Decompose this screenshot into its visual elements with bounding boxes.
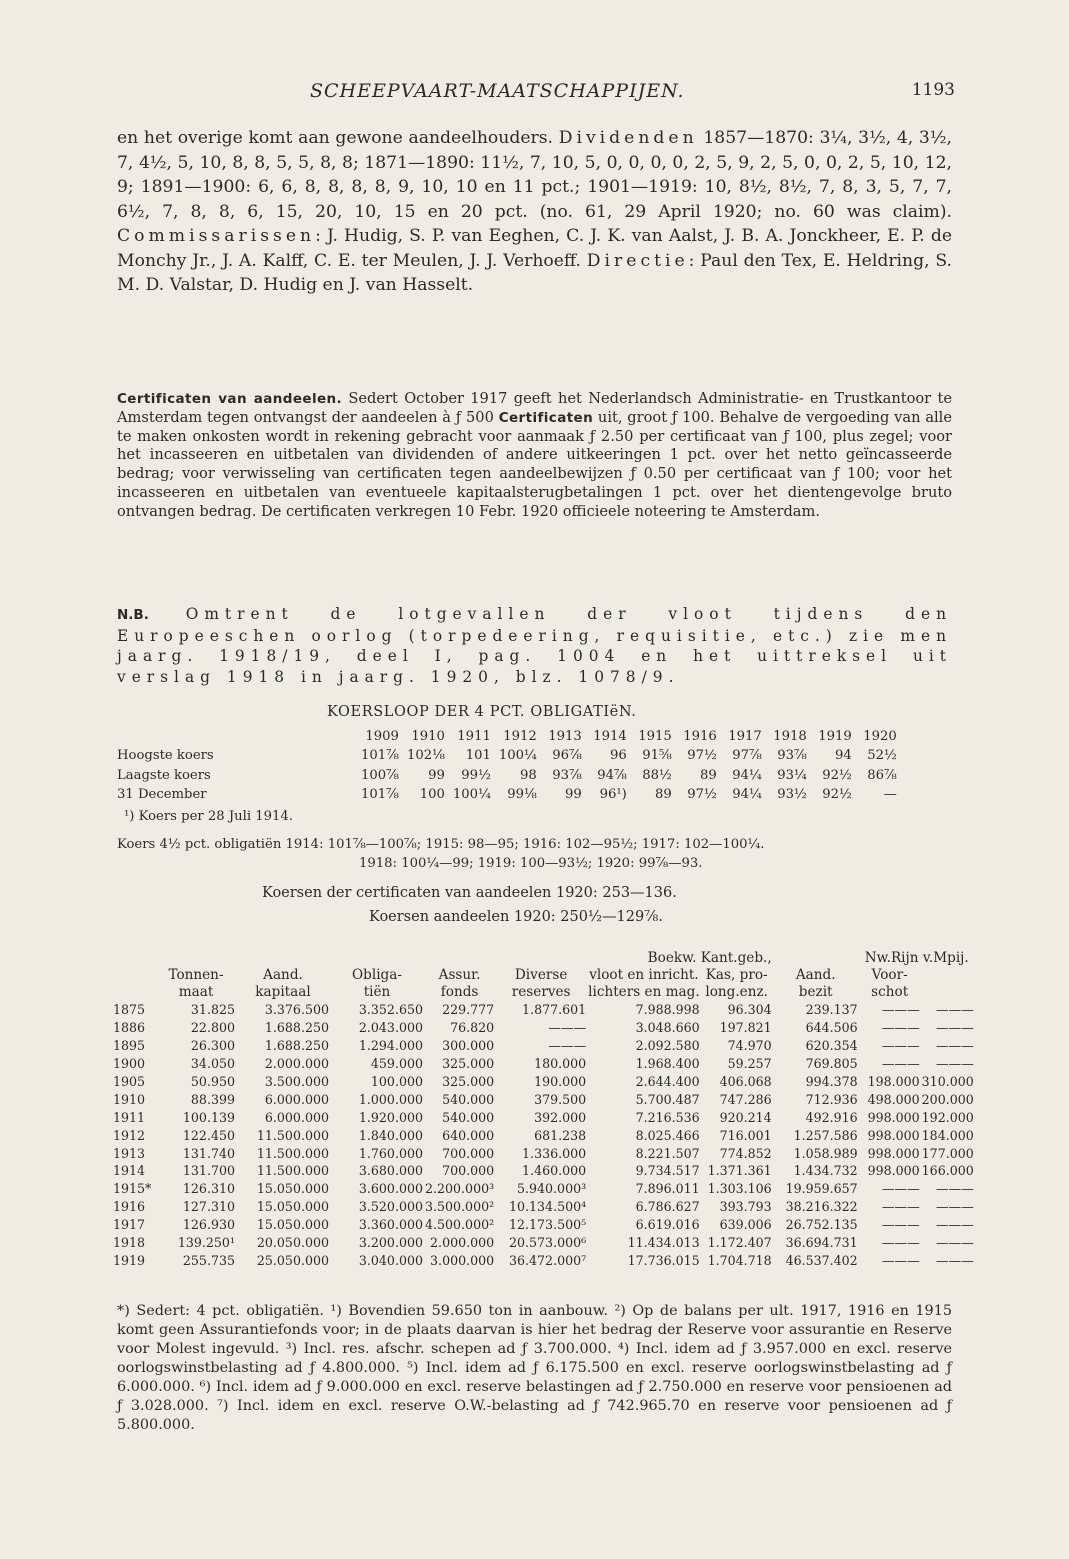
balans-header-row bbox=[112, 950, 975, 967]
value-cell: 20.050.000 bbox=[256, 1235, 329, 1251]
value-cell: 920.214 bbox=[719, 1109, 772, 1125]
balans-table bbox=[112, 950, 975, 1269]
value-cell: 1.704.718 bbox=[707, 1252, 772, 1268]
koers-value: 94¼ bbox=[732, 787, 762, 803]
value-cell: 184.000 bbox=[921, 1127, 974, 1143]
column-header: fonds bbox=[440, 984, 479, 1000]
value-cell: 1.460.000 bbox=[522, 1163, 587, 1179]
value-cell: 11.434.013 bbox=[627, 1235, 700, 1251]
balans-row bbox=[112, 1251, 975, 1269]
value-cell: 994.378 bbox=[805, 1074, 858, 1089]
koers-value: 100¼ bbox=[452, 787, 491, 803]
year-header: 1916 bbox=[683, 729, 717, 745]
value-cell: 3.600.000 bbox=[358, 1181, 423, 1197]
column-header: reserves bbox=[511, 984, 571, 1000]
commissarissen-label: Commissarissen bbox=[117, 226, 316, 246]
column-header: kapitaal bbox=[255, 984, 311, 1000]
balans-row bbox=[112, 1055, 975, 1073]
balans-row bbox=[112, 1090, 975, 1108]
koers-value: 96⅞ bbox=[552, 748, 582, 764]
value-cell: 1.336.000 bbox=[522, 1145, 587, 1161]
koersloop-row bbox=[117, 785, 901, 804]
value-cell: 3.048.660 bbox=[635, 1020, 700, 1036]
value-cell: 7.896.011 bbox=[635, 1181, 700, 1197]
koers-value: 98 bbox=[520, 767, 537, 783]
value-cell: 3.200.000 bbox=[358, 1235, 423, 1251]
value-cell: 166.000 bbox=[921, 1163, 974, 1179]
value-cell: 34.050 bbox=[190, 1056, 235, 1072]
value-cell: 139.250¹ bbox=[177, 1235, 235, 1251]
value-cell: 8.221.507 bbox=[635, 1145, 700, 1161]
value-cell: 255.735 bbox=[182, 1252, 235, 1268]
value-cell: 716.001 bbox=[719, 1127, 772, 1143]
value-cell: 3.376.500 bbox=[264, 1002, 329, 1018]
intro-paragraph bbox=[117, 126, 952, 298]
value-cell: 74.970 bbox=[727, 1038, 772, 1054]
column-header: Diverse bbox=[514, 967, 568, 983]
value-cell: 774.852 bbox=[719, 1145, 772, 1161]
koers-value: 96 bbox=[610, 748, 627, 764]
value-cell: 198.000 bbox=[867, 1074, 920, 1089]
year-cell: 1918 bbox=[113, 1235, 146, 1251]
koers-value: 88½ bbox=[642, 767, 672, 783]
value-cell: 998.000 bbox=[867, 1163, 920, 1179]
value-cell: 3.360.000 bbox=[358, 1217, 423, 1233]
value-cell: 177.000 bbox=[921, 1145, 974, 1161]
year-header: 1911 bbox=[457, 729, 491, 745]
value-cell: 96.304 bbox=[727, 1002, 772, 1018]
koers-value: 99 bbox=[565, 787, 582, 803]
certificaten-paragraph bbox=[117, 390, 952, 522]
value-cell: ——— bbox=[935, 1038, 974, 1054]
value-cell: ——— bbox=[881, 1056, 920, 1072]
value-cell: 1.760.000 bbox=[358, 1145, 423, 1161]
koers-value: 101⅞ bbox=[361, 787, 399, 803]
year-header: 1914 bbox=[593, 729, 627, 745]
value-cell: 712.936 bbox=[805, 1091, 858, 1107]
column-header: Nw.Rijn v.Mpij. bbox=[864, 950, 969, 966]
column-header: Voor- bbox=[871, 967, 908, 983]
value-cell: 1.371.361 bbox=[707, 1163, 772, 1179]
koersloop-year-row bbox=[117, 727, 901, 746]
koers-value: 89 bbox=[700, 767, 717, 783]
value-cell: 22.800 bbox=[190, 1020, 235, 1036]
year-header: 1909 bbox=[365, 729, 399, 745]
value-cell: 11.500.000 bbox=[256, 1163, 329, 1179]
column-header: Kas, pro- bbox=[705, 967, 768, 983]
koers-value: 52½ bbox=[867, 748, 897, 764]
value-cell: 200.000 bbox=[921, 1091, 974, 1107]
value-cell: 8.025.466 bbox=[635, 1127, 700, 1143]
value-cell: 36.694.731 bbox=[785, 1235, 858, 1251]
value-cell: 681.238 bbox=[534, 1127, 587, 1143]
koers-value: 102⅛ bbox=[406, 748, 445, 764]
value-cell: 126.930 bbox=[182, 1217, 235, 1233]
value-cell: 1.294.000 bbox=[358, 1038, 423, 1054]
year-cell: 1875 bbox=[113, 1002, 146, 1018]
koers-value: 91⅝ bbox=[642, 748, 672, 764]
value-cell: 127.310 bbox=[182, 1199, 235, 1215]
certificaten-text-1: Sedert October 1917 geeft het Nederlandsch Administratie- en Trustkantoor te Amsterdam tegen ontvangst der aandeelen à ƒ 500 bbox=[117, 390, 952, 426]
directie-label: Directie bbox=[586, 250, 689, 271]
column-header bbox=[156, 950, 236, 967]
page-number: 1193 bbox=[911, 80, 955, 100]
koers-line-1: Koers 4½ pct. obligatiën 1914: 101⅞—100⅞; 1915: 98—95; 1916: 102—95½; 1917: 102—100¼. bbox=[117, 837, 765, 852]
koers-value: 101 bbox=[465, 748, 491, 764]
value-cell: ——— bbox=[548, 1020, 587, 1036]
year-header: 1910 bbox=[411, 729, 445, 745]
value-cell: ——— bbox=[881, 1038, 920, 1054]
column-header bbox=[112, 950, 156, 967]
value-cell: ——— bbox=[935, 1002, 974, 1018]
value-cell: 190.000 bbox=[534, 1074, 587, 1089]
balans-row bbox=[112, 1180, 975, 1198]
balans-row bbox=[112, 1019, 975, 1037]
value-cell: 498.000 bbox=[867, 1091, 920, 1107]
value-cell: 1.303.106 bbox=[707, 1181, 772, 1197]
value-cell: 640.000 bbox=[442, 1127, 495, 1143]
value-cell: 15.050.000 bbox=[256, 1199, 329, 1215]
year-cell: 1915* bbox=[113, 1181, 152, 1197]
value-cell: 1.877.601 bbox=[522, 1002, 587, 1018]
value-cell: 15.050.000 bbox=[256, 1181, 329, 1197]
value-cell: 131.700 bbox=[182, 1163, 235, 1179]
value-cell: ——— bbox=[548, 1038, 587, 1054]
value-cell: 6.786.627 bbox=[635, 1199, 700, 1215]
value-cell: 192.000 bbox=[921, 1109, 974, 1125]
koersloop-row bbox=[117, 766, 901, 785]
balans-row bbox=[112, 1162, 975, 1180]
year-cell: 1914 bbox=[113, 1163, 146, 1179]
directie-text: : Paul den Tex, E. Heldring, S. M. D. Valstar, D. Hudig en J. van Hasselt. bbox=[117, 250, 953, 295]
intro-lead: en het overige komt aan gewone aandeelhouders. bbox=[117, 128, 559, 148]
nb-text: Omtrent de lotgevallen der vloot tijdens den Europeeschen oorlog (torpedeering, requisitie, etc.) zie men jaarg. 1918/19, deel I, pag. 1004 en het uittreksel uit verslag 1918 in jaarg. 1920, blz. 1078/9. bbox=[117, 605, 952, 686]
value-cell: 2.043.000 bbox=[358, 1020, 423, 1036]
year-header: 1918 bbox=[773, 729, 807, 745]
column-header: lichters en mag. bbox=[588, 984, 700, 1000]
value-cell: ——— bbox=[935, 1020, 974, 1036]
row-label: Hoogste koers bbox=[117, 748, 214, 764]
column-header: Aand. bbox=[795, 967, 836, 983]
value-cell: 36.472.000⁷ bbox=[509, 1252, 587, 1268]
balans-row bbox=[112, 1234, 975, 1252]
column-header: Tonnen- bbox=[168, 967, 224, 983]
value-cell: 7.216.536 bbox=[635, 1109, 700, 1125]
year-cell: 1917 bbox=[113, 1217, 146, 1233]
value-cell: 131.740 bbox=[182, 1145, 235, 1161]
value-cell: 88.399 bbox=[190, 1091, 235, 1107]
value-cell: 406.068 bbox=[719, 1074, 772, 1089]
value-cell: 1.434.732 bbox=[793, 1163, 858, 1179]
value-cell: 197.821 bbox=[719, 1020, 772, 1036]
koers-value: 96¹) bbox=[599, 787, 627, 803]
koers-obligaties bbox=[117, 835, 952, 873]
value-cell: 25.050.000 bbox=[256, 1252, 329, 1268]
nb-label: N.B. bbox=[117, 607, 149, 623]
year-header: 1920 bbox=[863, 729, 897, 745]
value-cell: 11.500.000 bbox=[256, 1145, 329, 1161]
year-cell: 1895 bbox=[113, 1038, 146, 1054]
koers-value: 97½ bbox=[687, 787, 717, 803]
value-cell: 3.500.000 bbox=[264, 1074, 329, 1089]
value-cell: 310.000 bbox=[921, 1074, 974, 1089]
value-cell: ——— bbox=[935, 1056, 974, 1072]
koers-value: 94¼ bbox=[732, 767, 762, 783]
value-cell: ——— bbox=[881, 1002, 920, 1018]
koers-value: 93⅞ bbox=[777, 748, 807, 764]
year-header: 1912 bbox=[503, 729, 537, 745]
value-cell: 300.000 bbox=[442, 1038, 495, 1054]
value-cell: 5.940.000³ bbox=[517, 1181, 587, 1197]
value-cell: 998.000 bbox=[867, 1145, 920, 1161]
certificaten-text-2: uit, groot ƒ 100. Behalve de vergoeding van alle te maken onkosten wordt in rekening gebracht voor aanmaak ƒ 2.50 per certificaat van ƒ 100, plus zegel; voor het incasseeren en uitbetalen van dividenden of andere uitkeeringen 1 pct. over het netto geïncasseerde bedrag; voor verwisseling van certificaten tegen aandeelbewijzen ƒ 0.50 per certificaat van ƒ 100; voor het incasseeren en uitbetalen van eventueele kapitaalsterugbetalingen 1 pct. over het dientengevolge bruto ontvangen bedrag. De certificaten verkregen 10 Febr. 1920 officieele noteering te Amsterdam. bbox=[117, 408, 952, 520]
value-cell: 46.537.402 bbox=[785, 1252, 858, 1268]
column-header: maat bbox=[178, 984, 214, 1000]
koers-value: 99⅛ bbox=[507, 787, 537, 803]
column-header: bezit bbox=[798, 984, 833, 1000]
value-cell: 325.000 bbox=[442, 1056, 495, 1072]
year-header: 1917 bbox=[728, 729, 762, 745]
balans-row bbox=[112, 1144, 975, 1162]
balans-row bbox=[112, 1216, 975, 1234]
value-cell: 17.736.015 bbox=[627, 1252, 700, 1268]
column-header: Obliga- bbox=[352, 967, 402, 983]
value-cell: 540.000 bbox=[442, 1091, 495, 1107]
nb-paragraph bbox=[117, 604, 952, 687]
running-header bbox=[310, 80, 955, 110]
value-cell: 1.172.407 bbox=[707, 1235, 772, 1251]
year-cell: 1911 bbox=[113, 1109, 146, 1125]
balans-row bbox=[112, 1037, 975, 1055]
value-cell: ——— bbox=[881, 1235, 920, 1251]
value-cell: 1.920.000 bbox=[358, 1109, 423, 1125]
row-label: 31 December bbox=[117, 787, 207, 803]
value-cell: 2.200.000³ bbox=[425, 1181, 495, 1197]
value-cell: 1.257.586 bbox=[793, 1127, 858, 1143]
koers-value: 99½ bbox=[461, 767, 491, 783]
balans-row bbox=[112, 1073, 975, 1091]
value-cell: ——— bbox=[881, 1020, 920, 1036]
year-cell: 1919 bbox=[113, 1252, 146, 1268]
balans-row bbox=[112, 1126, 975, 1144]
value-cell: 998.000 bbox=[867, 1127, 920, 1143]
value-cell: 31.825 bbox=[190, 1002, 235, 1018]
value-cell: 392.000 bbox=[534, 1109, 587, 1125]
value-cell: ——— bbox=[935, 1199, 974, 1215]
column-header bbox=[330, 950, 424, 967]
column-header bbox=[424, 950, 495, 967]
column-header: Aand. bbox=[263, 967, 303, 983]
column-header bbox=[112, 967, 156, 984]
value-cell: 6.000.000 bbox=[264, 1109, 329, 1125]
value-cell: 540.000 bbox=[442, 1109, 495, 1125]
value-cell: 700.000 bbox=[442, 1163, 495, 1179]
balans-header-row bbox=[112, 984, 975, 1001]
column-header: schot bbox=[871, 984, 909, 1000]
value-cell: 1.000.000 bbox=[358, 1091, 423, 1107]
certificaten-bold: Certificaten bbox=[498, 409, 594, 426]
value-cell: 180.000 bbox=[534, 1056, 587, 1072]
koers-value: 97½ bbox=[687, 748, 717, 764]
year-header: 1919 bbox=[818, 729, 852, 745]
value-cell: ——— bbox=[881, 1181, 920, 1197]
value-cell: 20.573.000⁶ bbox=[509, 1235, 587, 1251]
header-title: SCHEEPVAART-MAATSCHAPPIJEN. bbox=[310, 80, 685, 102]
value-cell: 126.310 bbox=[182, 1181, 235, 1197]
value-cell: 26.752.135 bbox=[785, 1217, 858, 1233]
year-cell: 1900 bbox=[113, 1056, 146, 1072]
value-cell: 7.988.998 bbox=[635, 1002, 700, 1018]
koers-value: 100 bbox=[419, 787, 445, 803]
commissarissen-text: : J. Hudig, S. P. van Eeghen, C. J. K. van Aalst, J. B. A. Jonckheer, E. P. de Monchy Jr., J. A. Kalff, C. E. ter Meulen, J. J. Verhoeff. bbox=[117, 226, 952, 271]
value-cell: 1.968.400 bbox=[635, 1056, 700, 1072]
koers-value: 94 bbox=[835, 748, 852, 764]
koers-value: 99 bbox=[428, 767, 445, 783]
value-cell: 10.134.500⁴ bbox=[509, 1199, 587, 1215]
value-cell: 1.058.989 bbox=[793, 1145, 858, 1161]
koersloop-table bbox=[117, 727, 901, 804]
value-cell: ——— bbox=[881, 1252, 920, 1268]
koers-value: 100¼ bbox=[498, 748, 537, 764]
value-cell: 3.040.000 bbox=[358, 1252, 423, 1268]
koers-value: 89 bbox=[655, 787, 672, 803]
value-cell: 1.840.000 bbox=[358, 1127, 423, 1143]
value-cell: 2.000.000 bbox=[264, 1056, 329, 1072]
value-cell: 9.734.517 bbox=[635, 1163, 700, 1179]
value-cell: 50.950 bbox=[190, 1074, 235, 1089]
koersloop-title: KOERSLOOP DER 4 PCT. OBLIGATIëN. bbox=[327, 704, 637, 720]
value-cell: 4.500.000² bbox=[425, 1217, 495, 1233]
value-cell: 5.700.487 bbox=[635, 1091, 700, 1107]
dividenden-label: Dividenden bbox=[558, 128, 698, 148]
value-cell: 6.619.016 bbox=[635, 1217, 700, 1233]
value-cell: 76.820 bbox=[450, 1020, 495, 1036]
value-cell: 393.793 bbox=[719, 1199, 772, 1215]
value-cell: 11.500.000 bbox=[256, 1127, 329, 1143]
koers-value: 93⅞ bbox=[552, 767, 582, 783]
value-cell: 459.000 bbox=[370, 1056, 423, 1072]
column-header: long.enz. bbox=[705, 984, 768, 1000]
value-cell: 15.050.000 bbox=[256, 1217, 329, 1233]
value-cell: 3.520.000 bbox=[358, 1199, 423, 1215]
value-cell: 639.006 bbox=[719, 1217, 772, 1233]
value-cell: ——— bbox=[881, 1217, 920, 1233]
column-header bbox=[773, 950, 859, 967]
value-cell: ——— bbox=[935, 1217, 974, 1233]
blank-cell bbox=[117, 727, 357, 746]
certificaten-heading: Certificaten van aandeelen. bbox=[117, 391, 343, 407]
year-header: 1915 bbox=[638, 729, 672, 745]
value-cell: 700.000 bbox=[442, 1145, 495, 1161]
year-header: 1913 bbox=[548, 729, 582, 745]
column-header: Assur. bbox=[438, 967, 481, 983]
koers-value: 93¼ bbox=[777, 767, 807, 783]
column-header bbox=[495, 950, 587, 967]
value-cell: ——— bbox=[935, 1252, 974, 1268]
value-cell: 59.257 bbox=[727, 1056, 772, 1072]
koers-value: 92½ bbox=[822, 787, 852, 803]
year-cell: 1886 bbox=[113, 1020, 146, 1036]
year-cell: 1912 bbox=[113, 1127, 146, 1143]
column-header: vloot en inricht. bbox=[589, 967, 699, 983]
balans-row bbox=[112, 1198, 975, 1216]
value-cell: 644.506 bbox=[805, 1020, 858, 1036]
koers-value: 97⅞ bbox=[732, 748, 762, 764]
value-cell: ——— bbox=[935, 1181, 974, 1197]
value-cell: 379.500 bbox=[534, 1091, 587, 1107]
dividenden-text: 1857—1870: 3¼, 3½, 4, 3½, 7, 4½, 5, 10, 8, 8, 5, 5, 8, 8; 1871—1890: 11½, 7, 10, 5, 0, 0, 0, 0, 2, 5, 9, 2, 5, 0, 0, 2, 5, 10, 12, 9; 1891—1900: 6, 6, 8, 8, 8, 8, 9, 10, 10 en 11 pct.; 1901—1919: 10, 8½, 8½, 7, 8, 3, 5, 7, 7, 6½, 7, 8, 8, 6, 15, 20, 10, 15 en 20 pct. (no. 61, 29 April 1920; no. 60 was claim). bbox=[117, 128, 952, 222]
koers-value: 93½ bbox=[777, 787, 807, 803]
value-cell: 3.352.650 bbox=[358, 1002, 423, 1018]
koers-value: 101⅞ bbox=[361, 748, 399, 764]
balans-header-row bbox=[112, 967, 975, 984]
koers-value: — bbox=[883, 787, 897, 803]
value-cell: 2.092.580 bbox=[635, 1038, 700, 1054]
footnotes: *) Sedert: 4 pct. obligatiën. ¹) Bovendien 59.650 ton in aanbouw. ²) Op de balans per ult. 1917, 1916 en 1915 komt geen Assurantiefonds voor; in de plaats daarvan is hier het bedrag der Reserve voor assurantie en Reserve voor Molest ingevuld. ³) Incl. res. afschr. schepen ad ƒ 3.700.000. ⁴) Incl. idem ad ƒ 3.957.000 en excl. reserve oorlogswinstbelasting ad ƒ 4.800.000. ⁵) Incl. idem ad ƒ 6.175.500 en excl. reserve oorlogswinstbelasting ad ƒ 6.000.000. ⁶) Incl. idem ad ƒ 9.000.000 en excl. reserve belastingen ad ƒ 2.750.000 en reserve voor pensioenen ad ƒ 3.028.000. ⁷) Incl. idem en excl. reserve O.W.-belasting ad ƒ 742.965.70 en reserve voor pensioenen ad ƒ 5.800.000. bbox=[117, 1303, 952, 1433]
value-cell: 325.000 bbox=[442, 1074, 495, 1089]
value-cell: 19.959.657 bbox=[785, 1181, 858, 1197]
value-cell: 100.000 bbox=[370, 1074, 423, 1089]
year-cell: 1910 bbox=[113, 1091, 146, 1107]
value-cell: 3.500.000² bbox=[425, 1199, 495, 1215]
value-cell: 239.137 bbox=[805, 1002, 858, 1018]
row-label: Laagste koers bbox=[117, 767, 211, 783]
koers-value: 92½ bbox=[822, 767, 852, 783]
koersloop-footnote: ¹) Koers per 28 Juli 1914. bbox=[124, 809, 294, 824]
value-cell: 747.286 bbox=[719, 1091, 772, 1107]
column-header bbox=[112, 984, 156, 1001]
year-cell: 1905 bbox=[113, 1074, 146, 1089]
value-cell: 998.000 bbox=[867, 1109, 920, 1125]
value-cell: 26.300 bbox=[190, 1038, 235, 1054]
column-header: Boekw. Kant.geb., bbox=[647, 950, 772, 966]
value-cell: 2.644.400 bbox=[635, 1074, 700, 1089]
value-cell: 2.000.000 bbox=[430, 1235, 495, 1251]
value-cell: 100.139 bbox=[182, 1109, 235, 1125]
koersen-certificaten: Koersen der certificaten van aandeelen 1920: 253—136. bbox=[262, 885, 677, 901]
koersloop-row bbox=[117, 746, 901, 765]
value-cell: 3.000.000 bbox=[430, 1252, 495, 1268]
value-cell: 38.216.322 bbox=[785, 1199, 858, 1215]
value-cell: 229.777 bbox=[442, 1002, 495, 1018]
value-cell: ——— bbox=[935, 1235, 974, 1251]
value-cell: 769.805 bbox=[805, 1056, 858, 1072]
koers-value: 100⅞ bbox=[361, 767, 399, 783]
koers-value: 86⅞ bbox=[867, 767, 897, 783]
balans-row bbox=[112, 1108, 975, 1126]
year-cell: 1916 bbox=[113, 1199, 146, 1215]
value-cell: 1.688.250 bbox=[264, 1020, 329, 1036]
column-header bbox=[236, 950, 330, 967]
balans-row bbox=[112, 1001, 975, 1019]
value-cell: 12.173.500⁵ bbox=[509, 1217, 587, 1233]
koersen-aandeelen: Koersen aandeelen 1920: 250½—129⅞. bbox=[369, 909, 663, 925]
value-cell: 122.450 bbox=[182, 1127, 235, 1143]
value-cell: 3.680.000 bbox=[358, 1163, 423, 1179]
column-header: tiën bbox=[363, 984, 391, 1000]
value-cell: ——— bbox=[881, 1199, 920, 1215]
koers-value: 94⅞ bbox=[597, 767, 627, 783]
year-cell: 1913 bbox=[113, 1145, 146, 1161]
value-cell: 1.688.250 bbox=[264, 1038, 329, 1054]
value-cell: 620.354 bbox=[805, 1038, 858, 1054]
value-cell: 492.916 bbox=[805, 1109, 858, 1125]
koers-line-2: 1918: 100¼—99; 1919: 100—93½; 1920: 99⅞—93. bbox=[359, 856, 703, 871]
value-cell: 6.000.000 bbox=[264, 1091, 329, 1107]
